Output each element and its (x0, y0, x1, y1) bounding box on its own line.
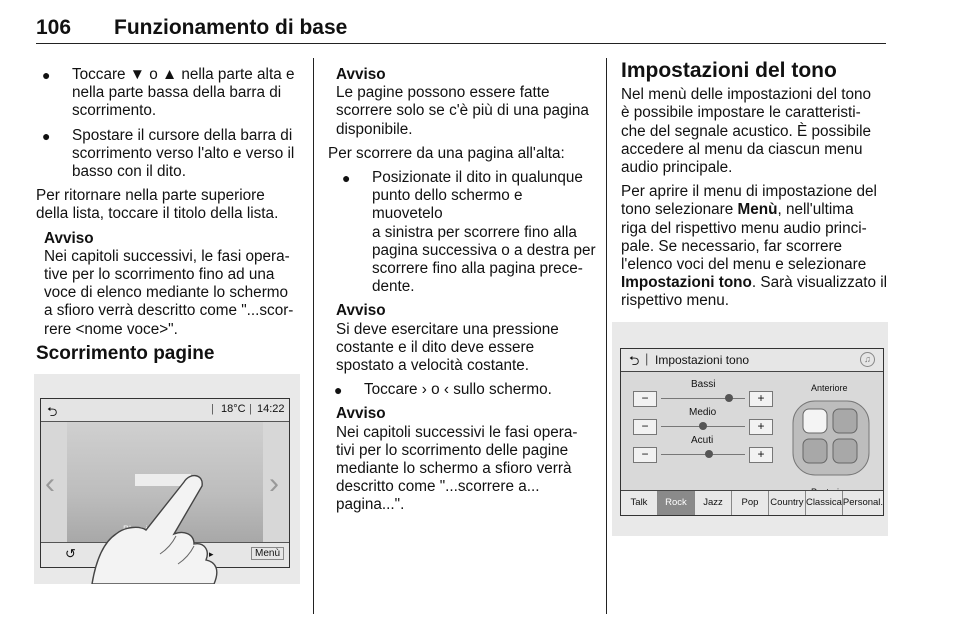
plus-button: + (749, 391, 773, 407)
front-label: Anteriore (811, 383, 848, 393)
menu-button: Menù (251, 547, 284, 560)
scroll-screen-figure (34, 374, 300, 584)
page-header (36, 8, 886, 44)
treble-slider (633, 447, 773, 461)
note-title: Avviso (44, 229, 94, 247)
tab-pop: Pop (732, 491, 769, 515)
screen-title: Impostazioni tono (655, 353, 750, 367)
note-title: Avviso (336, 405, 386, 423)
tone-settings-screen: ⮌ | Impostazioni tono ♫ Bassi − + Medio − + Acuti − + Anteriore Talk Rock Jazz Pop Country Classica Personal. (620, 348, 884, 516)
display-screen: ⮌ | 18°C | 14:22 ‹ › ↺ ▸ Menù (40, 398, 290, 568)
finger-icon (34, 374, 300, 584)
section-heading: Impostazioni del tono (621, 59, 837, 82)
header-rule (36, 43, 886, 44)
minus-button: − (633, 447, 657, 463)
tab-talk: Talk (621, 491, 658, 515)
car-seats-icon (789, 395, 873, 481)
slider-knob (705, 450, 713, 458)
back-icon: ⮌ (629, 353, 640, 368)
music-note-icon: ♫ (860, 352, 875, 367)
mid-label: Medio (689, 407, 717, 418)
chevron-right-icon: › (269, 467, 279, 500)
chevron-left-icon: ‹ (45, 467, 55, 500)
note-title: Avviso (336, 302, 386, 320)
column-divider (313, 58, 314, 614)
list-item: ● Toccare ▼ o ▲ nella parte alta e nella parte bassa della barra di scorrimento. (42, 66, 295, 120)
note-box: Avviso Le pagine possono essere fatte scorrere solo se c'è più di una pagina disponibile. (336, 66, 596, 139)
list-item: ● Posizionate il dito in qualunque punto dello schermo e muovetelo a sinistra per scorrere fino alla pagina successiva o a destra per scorrere fino alla pagina prece- dente. (342, 169, 596, 296)
column-1 (36, 66, 298, 369)
note-box: Avviso Nei capitoli successivi, le fasi opera- tive per lo scorrimento fino ad una voce di elenco mediante lo schermo a sfioro verrà descritto come "...scor- rere <nome voce>". (44, 230, 298, 339)
note-box: Avviso Nei capitoli successivi le fasi opera- tivi per lo scorrimento delle pagine mediante lo schermo a sfioro verrà descritto come "...scorrere a... pagina...". (336, 405, 596, 514)
page-number: 106 (36, 16, 72, 39)
clock: 14:22 (257, 403, 285, 415)
column-divider (606, 58, 607, 614)
plus-button: + (749, 419, 773, 435)
tone-settings-figure (612, 322, 888, 536)
column-3 (621, 59, 891, 317)
bass-label: Bassi (691, 379, 716, 390)
tab-rock: Rock (658, 491, 695, 515)
page-title: Funzionamento di base (114, 16, 348, 39)
paragraph: Per scorrere da una pagina all'alta: (328, 144, 565, 162)
temperature: 18°C (221, 403, 246, 415)
list-item: ● Spostare il cursore della barra di scorrimento verso l'alto e verso il basso con il dito. (42, 126, 295, 181)
back-icon: ⮌ (47, 404, 58, 419)
column-2 (328, 66, 596, 521)
paragraph: Per ritornare nella parte superiore della lista, toccare il titolo della lista. (36, 187, 279, 223)
slider-knob (699, 422, 707, 430)
repeat-icon: ↺ (65, 546, 76, 561)
note-title: Avviso (336, 66, 386, 83)
tab-country: Country (769, 491, 806, 515)
paragraph: Per aprire il menu di impostazione del tono selezionare Menù, nell'ultima riga del rispettivo menu audio princi- pale. Se necessario, far scorrere l'elenco voci del menu e selezionare Impostazioni tono. Sarà visualizzato il rispettivo menu. (621, 183, 888, 310)
slider-knob (725, 394, 733, 402)
minus-button: − (633, 419, 657, 435)
tab-jazz: Jazz (695, 491, 732, 515)
minus-button: − (633, 391, 657, 407)
preset-tabs (621, 490, 883, 515)
tab-classica: Classica (806, 491, 843, 515)
paragraph: Nel menù delle impostazioni del tono è possibile impostare le caratteristi- che del segnale acustico. È possibile accedere al menu da ciascun menu audio principale. (621, 86, 872, 177)
list-item: ● Toccare › o ‹ sullo schermo. (334, 381, 552, 399)
play-icon: ▸ (209, 549, 214, 559)
plus-button: + (749, 447, 773, 463)
treble-label: Acuti (691, 435, 714, 446)
tab-personal: Personal. (843, 491, 883, 515)
bass-slider (633, 391, 773, 405)
section-heading: Scorrimento pagine (36, 342, 215, 364)
note-box: Avviso Si deve esercitare una pressione costante e il dito deve essere spostato a velocità costante. (336, 302, 596, 375)
mid-slider (633, 419, 773, 433)
